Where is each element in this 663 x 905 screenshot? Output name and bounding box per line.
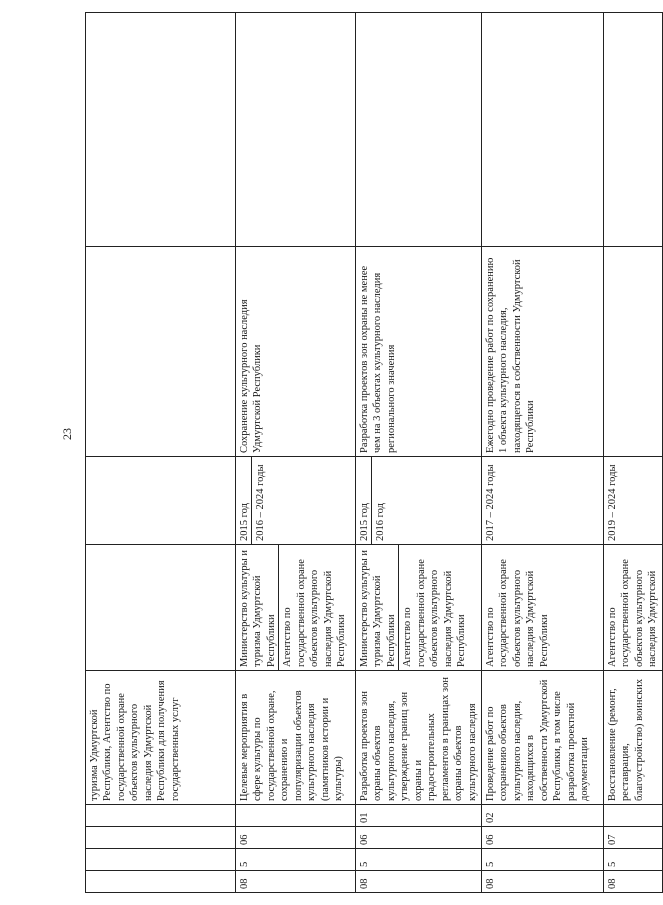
note-cell bbox=[236, 13, 356, 247]
period-cell bbox=[86, 457, 236, 545]
code-gp-cell: 08 bbox=[481, 871, 603, 893]
period-entry: 2016 – 2024 годы bbox=[251, 457, 267, 544]
measure-name-cell: туризма Удмуртской Республики, Агентство по государственной охране объектов культурного наследия Удмуртской Республики для получения государственных услуг bbox=[86, 671, 236, 805]
executor-cell bbox=[236, 545, 356, 671]
executor-entry: Агентство по государственной охране объектов культурного наследия Удмуртской Республики bbox=[398, 545, 468, 670]
code-pp-cell: 5 bbox=[236, 849, 356, 871]
code-m-cell: 02 bbox=[481, 805, 603, 827]
executor-cell bbox=[86, 545, 236, 671]
expected-result-cell: Сохранение культурного наследия Удмуртской Республики bbox=[236, 247, 356, 457]
executor-cell bbox=[356, 545, 482, 671]
program-measures-table bbox=[85, 12, 663, 893]
measure-name-cell: Разработка проектов зон охраны объектов культурного наследия, утверждение границ зон охраны и градостроительных регламентов в границах зон охраны объектов культурного наследия bbox=[356, 671, 482, 805]
code-m-cell bbox=[86, 805, 236, 827]
expected-result-cell bbox=[603, 247, 662, 457]
period-entry: 2019 – 2024 годы bbox=[606, 464, 618, 541]
note-cell bbox=[603, 13, 662, 247]
period-entry: 2015 год bbox=[359, 503, 370, 541]
code-gp-cell: 08 bbox=[356, 871, 482, 893]
table-row bbox=[356, 13, 482, 893]
code-m-cell: 01 bbox=[356, 805, 482, 827]
code-pp-cell: 5 bbox=[481, 849, 603, 871]
table-row bbox=[481, 13, 603, 893]
expected-result-cell: Ежегодно проведение работ по сохранению 1 объекта культурного наследия, находящегося в собственности Удмуртской Республики bbox=[481, 247, 603, 457]
note-cell bbox=[481, 13, 603, 247]
expected-result-cell bbox=[86, 247, 236, 457]
rotated-page-content bbox=[85, 13, 659, 893]
period-entry: 2017 – 2024 годы bbox=[484, 464, 496, 541]
period-entry: 2016 год bbox=[371, 457, 387, 544]
code-gp-cell bbox=[86, 871, 236, 893]
note-cell bbox=[356, 13, 482, 247]
period-cell bbox=[236, 457, 356, 545]
code-om-cell: 07 bbox=[603, 827, 662, 849]
table-row bbox=[236, 13, 356, 893]
executor-cell bbox=[603, 545, 662, 671]
code-om-cell: 06 bbox=[356, 827, 482, 849]
page-number: 23 bbox=[60, 428, 74, 440]
code-pp-cell: 5 bbox=[356, 849, 482, 871]
period-cell bbox=[481, 457, 603, 545]
executor-entry: Министерство культуры и туризма Удмуртской Республики bbox=[359, 550, 397, 667]
code-om-cell: 06 bbox=[481, 827, 603, 849]
executor-entry: Агентство по государственной охране объектов культурного наследия Удмуртской Республики bbox=[484, 559, 550, 667]
period-entry: 2015 год bbox=[239, 503, 250, 541]
code-m-cell bbox=[236, 805, 356, 827]
table-row bbox=[86, 13, 236, 893]
code-pp-cell: 5 bbox=[603, 849, 662, 871]
note-cell bbox=[86, 13, 236, 247]
executor-entry: Агентство по государственной охране объектов культурного наследия Удмуртской Республики bbox=[278, 545, 348, 670]
measure-name-cell: Проведение работ по сохранению объектов культурного наследия, находящихся в собственности Удмуртской Республики, в том числе разработка проектной документации bbox=[481, 671, 603, 805]
executor-entry: Министерство культуры и туризма Удмуртской Республики bbox=[239, 550, 277, 667]
code-gp-cell: 08 bbox=[236, 871, 356, 893]
code-pp-cell bbox=[86, 849, 236, 871]
measure-name-cell: Восстановление (ремонт, реставрация, благоустройство) воинских bbox=[603, 671, 662, 805]
code-m-cell bbox=[603, 805, 662, 827]
period-cell bbox=[603, 457, 662, 545]
code-gp-cell: 08 bbox=[603, 871, 662, 893]
code-om-cell bbox=[86, 827, 236, 849]
measure-name-cell: Целевые мероприятия в сфере культуры по государственной охране, сохранению и популяризации объектов культурного наследия (памятников истории и культуры) bbox=[236, 671, 356, 805]
code-om-cell: 06 bbox=[236, 827, 356, 849]
executor-entry: Агентство по государственной охране объектов культурного наследия Удмуртской bbox=[606, 559, 659, 667]
executor-cell bbox=[481, 545, 603, 671]
expected-result-cell: Разработка проектов зон охраны не менее чем на 3 объектах культурного наследия регионального значения bbox=[356, 247, 482, 457]
period-cell bbox=[356, 457, 482, 545]
table-row bbox=[603, 13, 662, 893]
